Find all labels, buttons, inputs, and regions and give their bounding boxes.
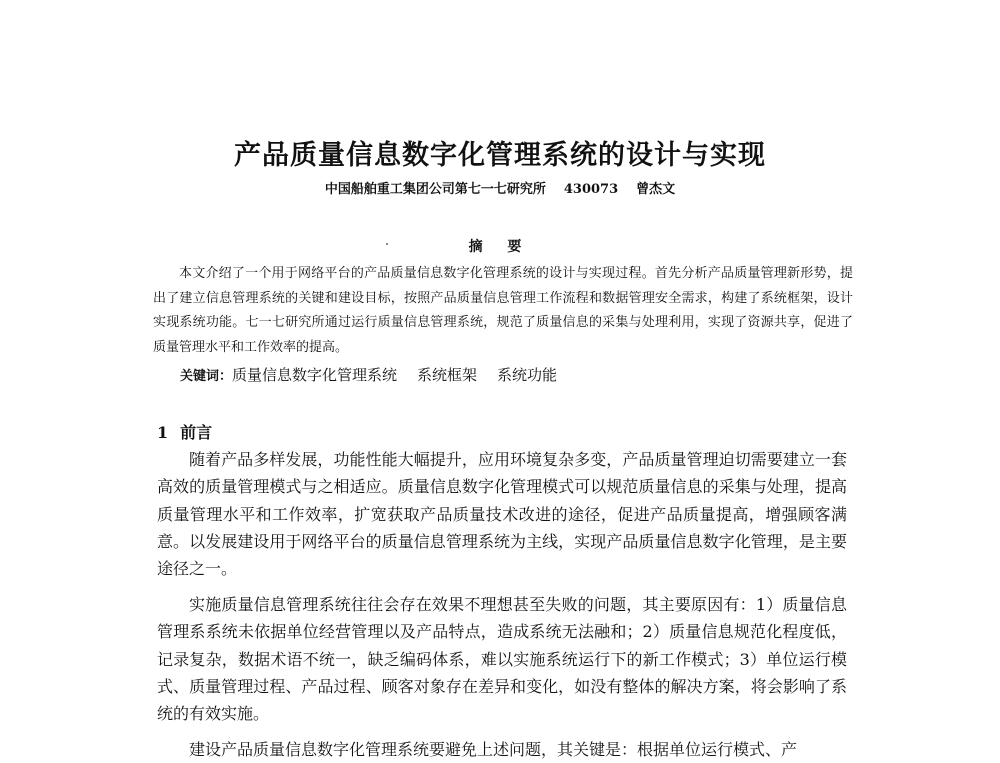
abstract-text: 本文介绍了一个用于网络平台的产品质量信息数字化管理系统的设计与实现过程。首先分析产品质量管理新形势，提出了建立信息管理系统的关键和建设目标，按照产品质量信息管理工作流程和数据管理安全需求，构建了系统框架，设计实现系统功能。七一七研究所通过运行质量信息管理系统，规范了质量信息的采集与处理利用，实现了资源共享，促进了质量管理水平和工作效率的提高。	[153, 266, 853, 355]
keywords-line	[180, 364, 860, 385]
section-title: 前言	[180, 423, 213, 442]
section-number: 1	[157, 423, 169, 442]
keyword-item: 系统框架	[417, 366, 478, 384]
section-heading	[157, 420, 212, 443]
body-paragraph: 随着产品多样发展，功能性能大幅提升，应用环境复杂多变，产品质量管理迫切需要建立一套高效的质量管理模式与之相适应。质量信息数字化管理模式可以规范质量信息的采集与处理，提高质量管理水平和工作效率，扩宽获取产品质量技术改进的途径，促进产品质量提高，增强顾客满意。以发展建设用于网络平台的质量信息管理系统为主线，实现产品质量信息数字化管理，是主要途径之一。	[157, 450, 847, 579]
body-paragraph: 建设产品质量信息数字化管理系统要避免上述问题，其关键是：根据单位运行模式、产	[189, 740, 798, 759]
affiliation: 中国船舶重工集团公司第七一七研究所	[324, 182, 546, 197]
body-paragraph: 实施质量信息管理系统往往会存在效果不理想甚至失败的问题，其主要原因有：1）质量信息管理系系统未依据单位经营管理以及产品特点，造成系统无法融和；2）质量信息规范化程度低，记录复杂，数据术语不统一，缺乏编码体系，难以实施系统运行下的新工作模式；3）单位运行模式、质量管理过程、产品过程、顾客对象存在差异和变化，如没有整体的解决方案，将会影响了系统的有效实施。	[157, 595, 847, 724]
keywords-label: 关键词：	[180, 369, 233, 384]
postal-code: 430073	[563, 182, 619, 197]
abstract-heading: 摘 要	[468, 239, 532, 255]
byline	[0, 178, 1000, 197]
keyword-item: 系统功能	[497, 366, 558, 384]
paper-title: 产品质量信息数字化管理系统的设计与实现	[234, 140, 766, 171]
keyword-item: 质量信息数字化管理系统	[232, 366, 398, 384]
author-name: 曾杰文	[636, 182, 676, 197]
